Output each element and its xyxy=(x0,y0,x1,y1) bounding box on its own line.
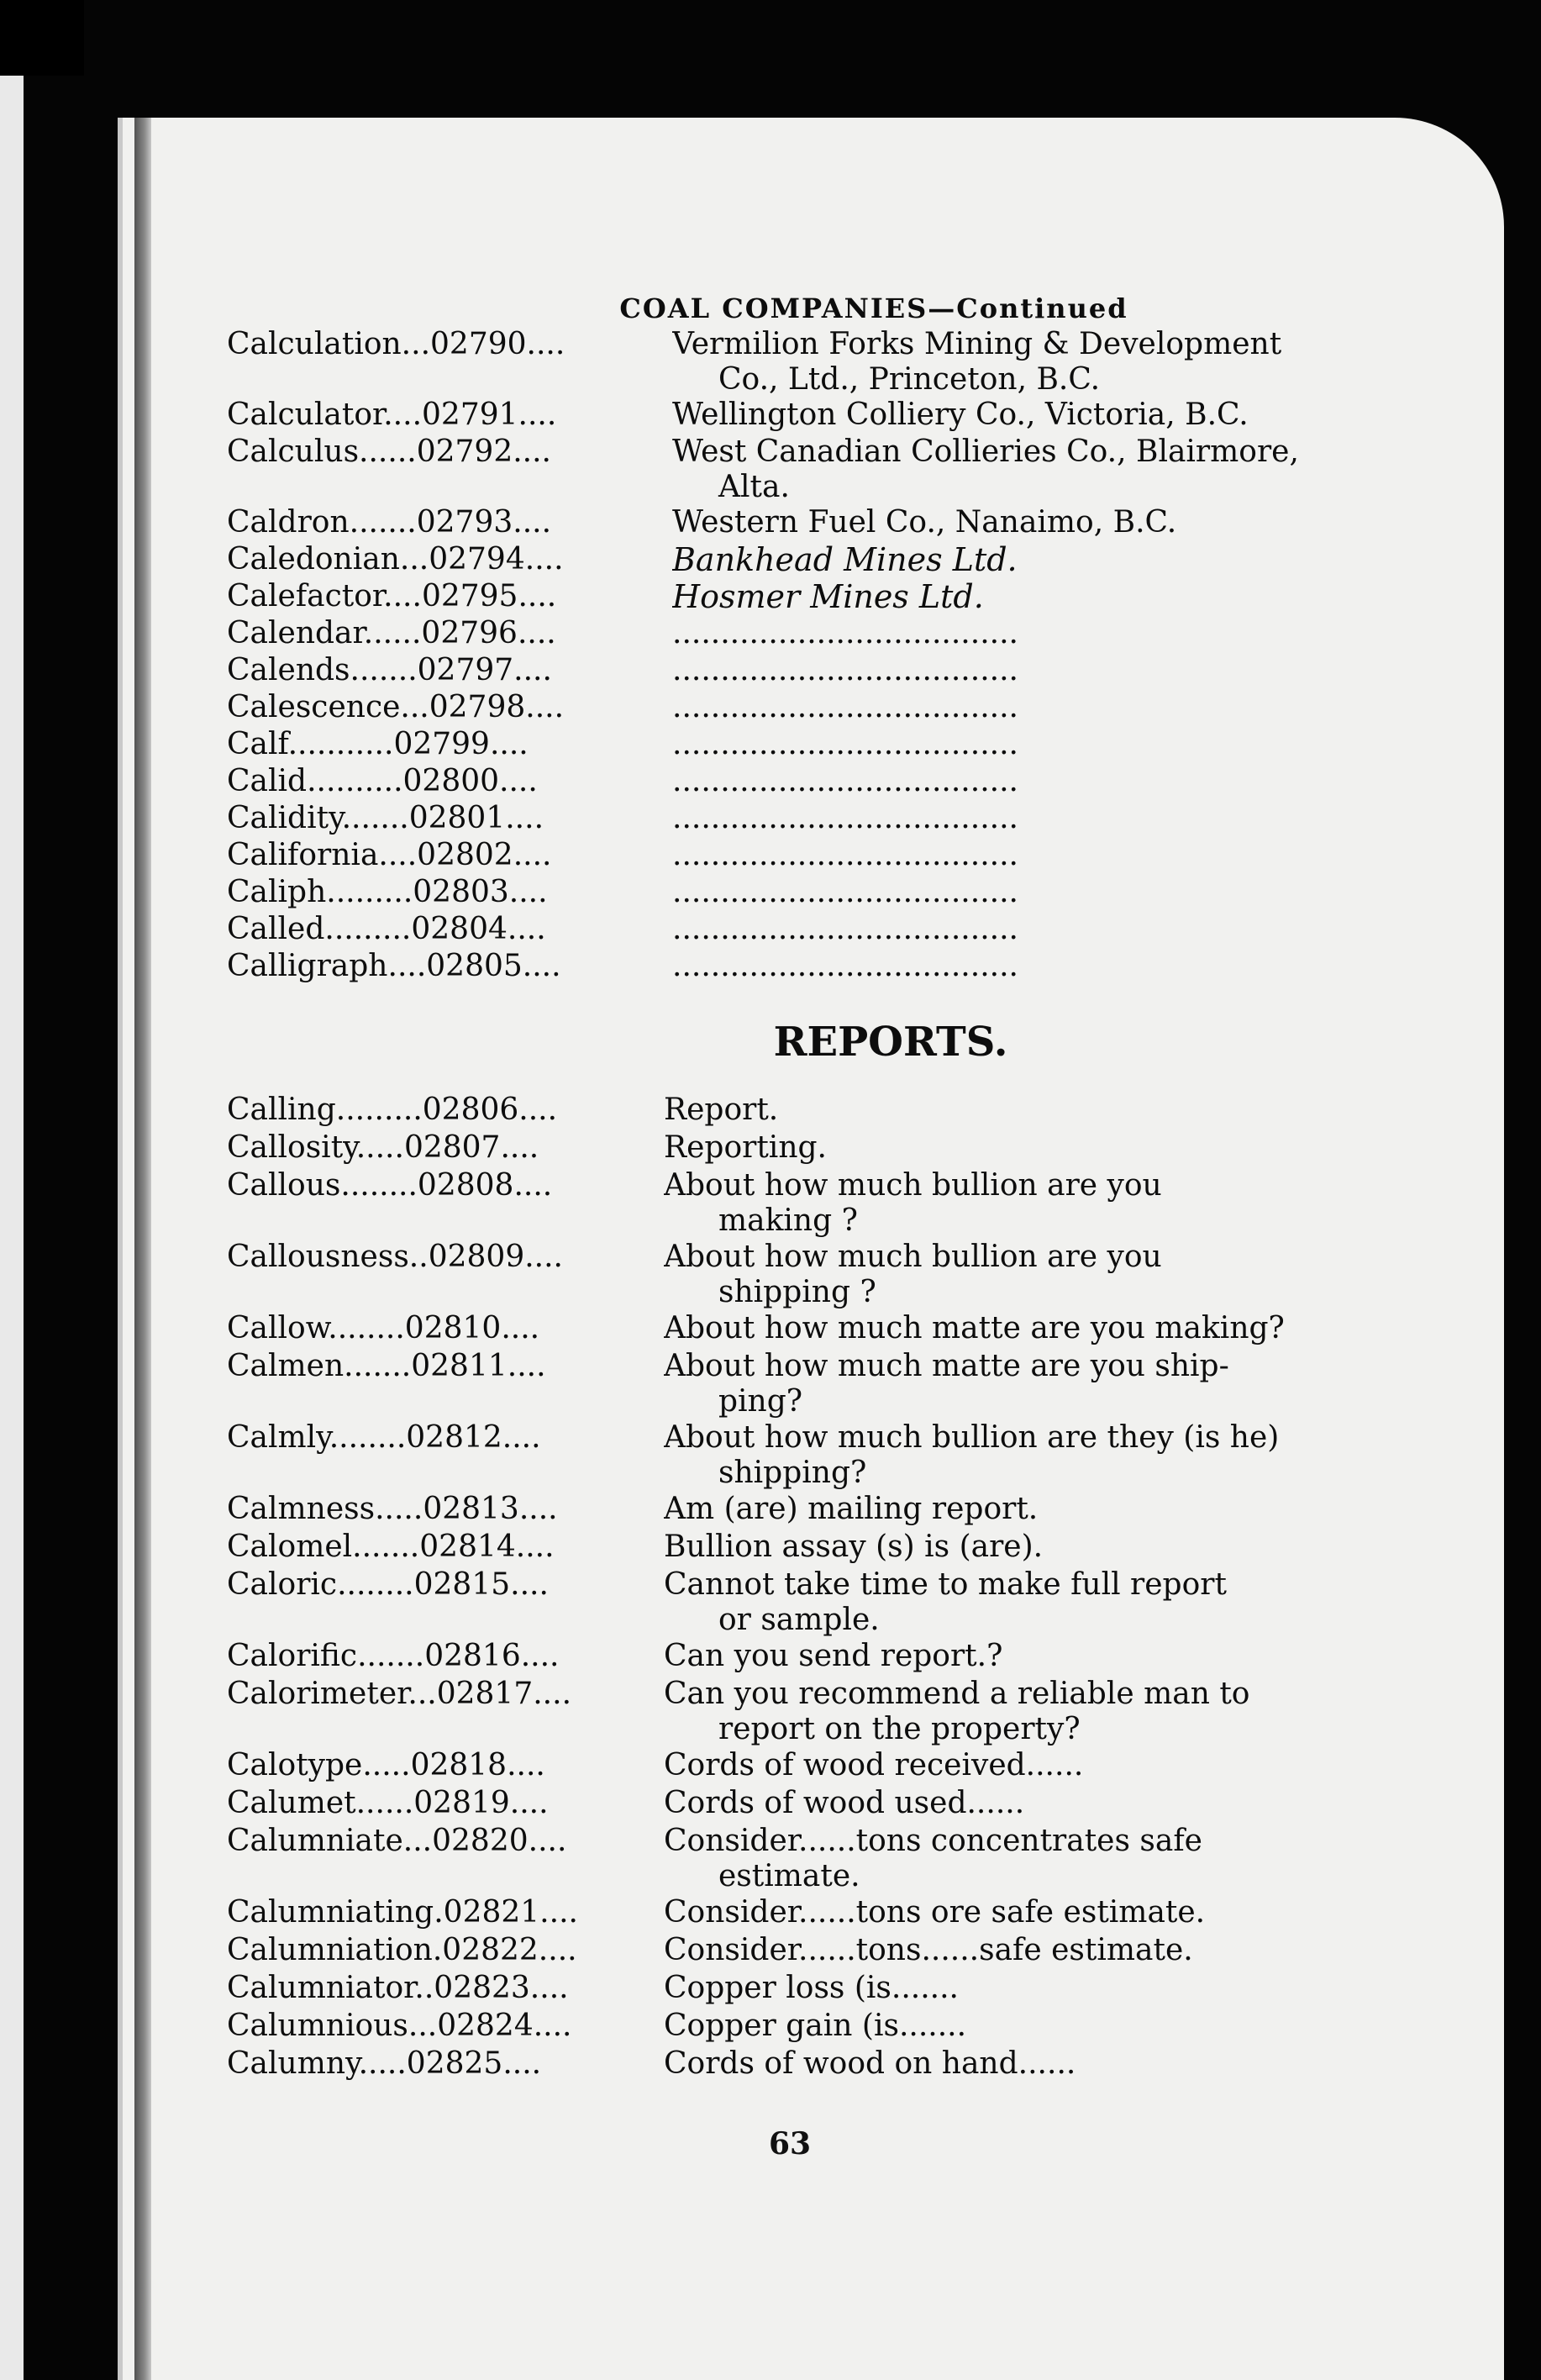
code-word: Calumniating.02821.... xyxy=(227,1895,578,1930)
code-row xyxy=(227,726,1361,763)
code-word: Calumniator..02823.... xyxy=(227,1971,569,2005)
code-row xyxy=(227,800,1361,837)
code-word: Calumnious...02824.... xyxy=(227,2009,572,2043)
code-meaning: About how much bullion are you xyxy=(664,1168,1162,1203)
code-meaning: .................................... xyxy=(672,764,1018,798)
code-row xyxy=(227,1419,1361,1456)
code-row xyxy=(227,504,1361,541)
code-meaning: .................................... xyxy=(672,727,1018,761)
code-row xyxy=(227,541,1361,578)
code-row xyxy=(227,434,1361,471)
code-row xyxy=(227,615,1361,652)
page-number: 63 xyxy=(769,2126,812,2161)
code-word: Calligraph....02805.... xyxy=(227,949,561,983)
code-meaning: Can you recommend a reliable man to xyxy=(664,1677,1250,1711)
code-word: Calling.........02806.... xyxy=(227,1093,558,1127)
code-word: Caledonian...02794.... xyxy=(227,542,564,577)
code-word: Calorific.......02816.... xyxy=(227,1639,560,1673)
code-word: Caldron.......02793.... xyxy=(227,505,552,540)
code-meaning: Reporting. xyxy=(664,1130,827,1165)
facing-page-edge xyxy=(0,76,24,2380)
code-row xyxy=(227,1675,1361,1713)
code-meaning-continuation: ping? xyxy=(718,1384,803,1419)
code-meaning: Consider......tons ore safe estimate. xyxy=(664,1895,1206,1930)
handwritten-entry: Hosmer Mines Ltd. xyxy=(672,578,984,615)
code-meaning: Vermilion Forks Mining & Development xyxy=(672,327,1282,361)
code-meaning: About how much bullion are you xyxy=(664,1240,1162,1274)
code-row xyxy=(227,2007,1361,2045)
code-word: Calumniation.02822.... xyxy=(227,1933,577,1967)
code-meaning: Bullion assay (s) is (are). xyxy=(664,1530,1044,1564)
code-meaning-continuation: Alta. xyxy=(718,470,790,504)
code-row xyxy=(227,397,1361,434)
code-row xyxy=(227,763,1361,800)
code-meaning: Copper gain (is....... xyxy=(664,2009,967,2043)
code-row xyxy=(227,1490,1361,1528)
code-word: Calmness.....02813.... xyxy=(227,1492,558,1526)
code-meaning: West Canadian Collieries Co., Blairmore, xyxy=(672,434,1299,469)
code-word: Calculation...02790.... xyxy=(227,327,565,361)
code-meaning: Cords of wood on hand...... xyxy=(664,2046,1076,2081)
code-row xyxy=(227,1309,1361,1347)
code-row xyxy=(227,1969,1361,2007)
code-row xyxy=(227,1931,1361,1969)
code-row xyxy=(227,1822,1361,1860)
code-meaning: Copper loss (is....... xyxy=(664,1971,959,2005)
code-word: Calid..........02800.... xyxy=(227,764,538,798)
code-row xyxy=(227,1746,1361,1784)
code-word: California....02802.... xyxy=(227,838,552,872)
code-row xyxy=(227,948,1361,985)
code-row xyxy=(227,1129,1361,1166)
code-word: Calumet......02819.... xyxy=(227,1786,549,1820)
code-meaning-continuation: shipping ? xyxy=(718,1275,876,1309)
code-row xyxy=(227,1637,1361,1675)
code-meaning: .................................... xyxy=(672,616,1018,650)
code-meaning: Western Fuel Co., Nanaimo, B.C. xyxy=(672,505,1177,540)
code-word: Calends.......02797.... xyxy=(227,653,552,687)
code-meaning: Cords of wood used...... xyxy=(664,1786,1025,1820)
code-word: Callousness..02809.... xyxy=(227,1240,563,1274)
code-word: Caliph.........02803.... xyxy=(227,875,548,909)
code-meaning: .................................... xyxy=(672,838,1018,872)
code-word: Callow........02810.... xyxy=(227,1311,540,1345)
code-word: Calmly........02812.... xyxy=(227,1420,541,1455)
code-meaning: About how much matte are you ship- xyxy=(664,1349,1229,1383)
reports-heading: REPORTS. xyxy=(773,1019,1008,1066)
code-word: Called.........02804.... xyxy=(227,912,546,946)
code-row xyxy=(227,837,1361,874)
code-meaning: Cannot take time to make full report xyxy=(664,1567,1227,1602)
code-word: Calculator....02791.... xyxy=(227,398,557,432)
code-meaning-continuation: making ? xyxy=(718,1203,858,1238)
code-meaning-continuation: report on the property? xyxy=(718,1712,1081,1746)
code-row xyxy=(227,652,1361,689)
code-row xyxy=(227,874,1361,911)
code-meaning: Report. xyxy=(664,1093,779,1127)
code-row xyxy=(227,911,1361,948)
code-meaning: About how much bullion are they (is he) xyxy=(664,1420,1280,1455)
code-meaning: Cords of wood received...... xyxy=(664,1748,1084,1782)
code-meaning: Consider......tons......safe estimate. xyxy=(664,1933,1193,1967)
coal-companies-heading: COAL COMPANIES—Continued xyxy=(619,292,1128,324)
reports-list xyxy=(227,1091,1361,2082)
code-word: Calumny.....02825.... xyxy=(227,2046,542,2081)
code-meaning: .................................... xyxy=(672,690,1018,724)
code-word: Callous........02808.... xyxy=(227,1168,553,1203)
code-word: Calotype.....02818.... xyxy=(227,1748,545,1782)
code-row xyxy=(227,578,1361,615)
code-meaning: Am (are) mailing report. xyxy=(664,1492,1039,1526)
coal-companies-list xyxy=(227,326,1361,985)
code-row xyxy=(227,1528,1361,1566)
code-row xyxy=(227,1238,1361,1276)
code-meaning: .................................... xyxy=(672,875,1018,909)
code-word: Callosity.....02807.... xyxy=(227,1130,539,1165)
code-row xyxy=(227,1893,1361,1931)
code-row xyxy=(227,1566,1361,1603)
code-meaning: .................................... xyxy=(672,912,1018,946)
code-word: Calefactor....02795.... xyxy=(227,579,557,613)
code-word: Calendar......02796.... xyxy=(227,616,556,650)
code-row xyxy=(227,326,1361,363)
code-word: Calorimeter...02817.... xyxy=(227,1677,572,1711)
code-meaning: .................................... xyxy=(672,653,1018,687)
code-word: Calumniate...02820.... xyxy=(227,1824,567,1858)
code-row xyxy=(227,1347,1361,1385)
code-meaning-continuation: estimate. xyxy=(718,1859,860,1893)
handwritten-entry: Bankhead Mines Ltd. xyxy=(672,541,1018,578)
code-meaning: About how much matte are you making? xyxy=(664,1311,1285,1345)
page-binding xyxy=(134,118,151,2380)
code-row xyxy=(227,2045,1361,2082)
code-row xyxy=(227,1166,1361,1204)
code-meaning-continuation: Co., Ltd., Princeton, B.C. xyxy=(718,362,1101,397)
code-meaning: .................................... xyxy=(672,949,1018,983)
code-word: Calculus......02792.... xyxy=(227,434,551,469)
code-word: Calmen.......02811.... xyxy=(227,1349,546,1383)
code-meaning: Can you send report.? xyxy=(664,1639,1003,1673)
code-meaning-continuation: or sample. xyxy=(718,1603,880,1637)
code-word: Calidity.......02801.... xyxy=(227,801,544,835)
code-meaning: Consider......tons concentrates safe xyxy=(664,1824,1202,1858)
scan-corner xyxy=(0,0,84,76)
code-row xyxy=(227,1091,1361,1129)
code-meaning: Wellington Colliery Co., Victoria, B.C. xyxy=(672,398,1249,432)
code-word: Calescence...02798.... xyxy=(227,690,565,724)
code-word: Caloric........02815.... xyxy=(227,1567,549,1602)
code-row xyxy=(227,689,1361,726)
code-meaning: .................................... xyxy=(672,801,1018,835)
code-word: Calf...........02799.... xyxy=(227,727,529,761)
code-row xyxy=(227,1784,1361,1822)
page-content xyxy=(227,292,1361,2082)
code-word: Calomel.......02814.... xyxy=(227,1530,555,1564)
code-meaning-continuation: shipping? xyxy=(718,1456,867,1490)
